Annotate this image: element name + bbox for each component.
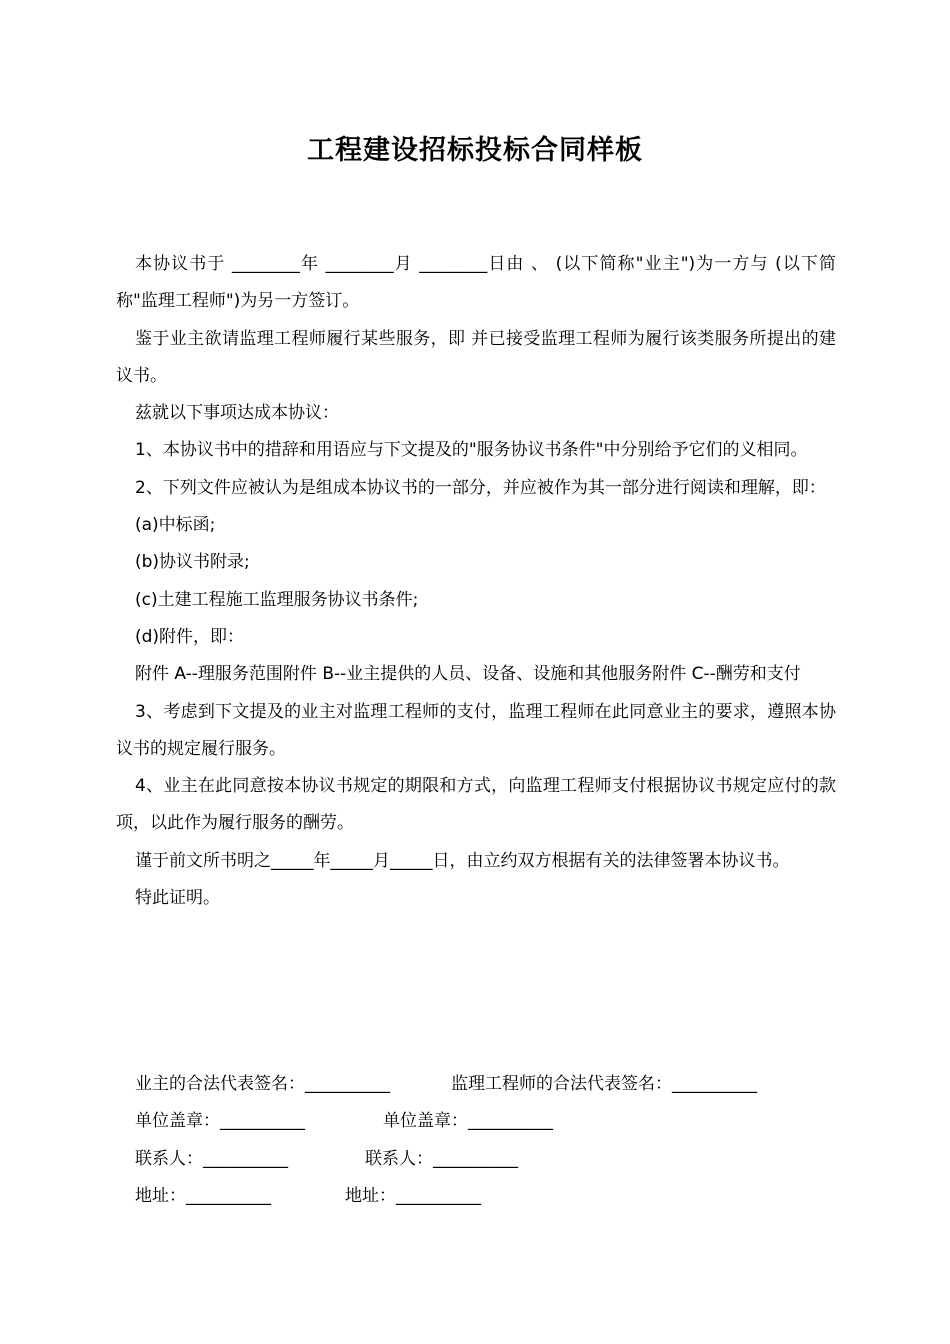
signature-block (135, 1066, 835, 1215)
clause-1: 1、本协议书中的措辞和用语应与下文提及的"服务协议书条件"中分别给予它们的义相同。 (135, 440, 808, 461)
document-body (116, 246, 836, 917)
clause-2-item-b: (b)协议书附录; (135, 552, 250, 573)
clause-3: 3、考虑到下文提及的业主对监理工程师的支付，监理工程师在此同意业主的要求，遵照本协议书的规定履行服务。 (116, 701, 836, 759)
paragraph-whereas: 鉴于业主欲请监理工程师履行某些服务，即 并已接受监理工程师为履行该类服务所提出的建议书。 (116, 328, 836, 386)
clause-2-item-d: (d)附件，即： (135, 626, 245, 647)
address-row (135, 1178, 835, 1215)
owner-seal: 单位盖章：__________ (135, 1111, 305, 1132)
engineer-representative-signature: 监理工程师的合法代表签名：__________ (451, 1074, 757, 1094)
contact-row (135, 1141, 835, 1178)
owner-representative-signature: 业主的合法代表签名：__________ (135, 1074, 390, 1094)
seal-row (135, 1103, 835, 1140)
engineer-seal: 单位盖章：__________ (383, 1111, 553, 1132)
paragraph-intro: 本协议书于 ________年 ________月 ________日由 、 (以下简称"业主")为一方与 (以下简称"监理工程师")为另一方签订。 (116, 254, 836, 312)
clause-2-item-c: (c)土建工程施工监理服务协议书条件; (135, 589, 419, 610)
clause-2-item-a: (a)中标函; (135, 515, 216, 536)
paragraph-agreement: 兹就以下事项达成本协议： (135, 403, 339, 424)
engineer-address: 地址：__________ (345, 1185, 481, 1206)
clause-4: 4、业主在此同意按本协议书规定的期限和方式，向监理工程师支付根据协议书规定应付的款项，以此作为履行服务的酬劳。 (116, 776, 836, 834)
engineer-contact: 联系人：__________ (365, 1148, 518, 1169)
clause-2: 2、下列文件应被认为是组成本协议书的一部分，并应被作为其一部分进行阅读和理解，即： (135, 477, 826, 498)
signature-row (135, 1066, 835, 1103)
owner-address: 地址：__________ (135, 1185, 271, 1206)
certification-statement: 特此证明。 (135, 888, 220, 909)
document-title: 工程建设招标投标合同样板 (307, 135, 643, 166)
owner-contact: 联系人：__________ (135, 1148, 288, 1169)
attachments-list: 附件 A--理服务范围附件 B--业主提供的人员、设备、设施和其他服务附件 C--酬劳和支付 (135, 664, 801, 685)
signing-date-paragraph: 谨于前文所书明之_____年_____月_____日，由立约双方根据有关的法律签署本协议书。 (135, 850, 790, 871)
